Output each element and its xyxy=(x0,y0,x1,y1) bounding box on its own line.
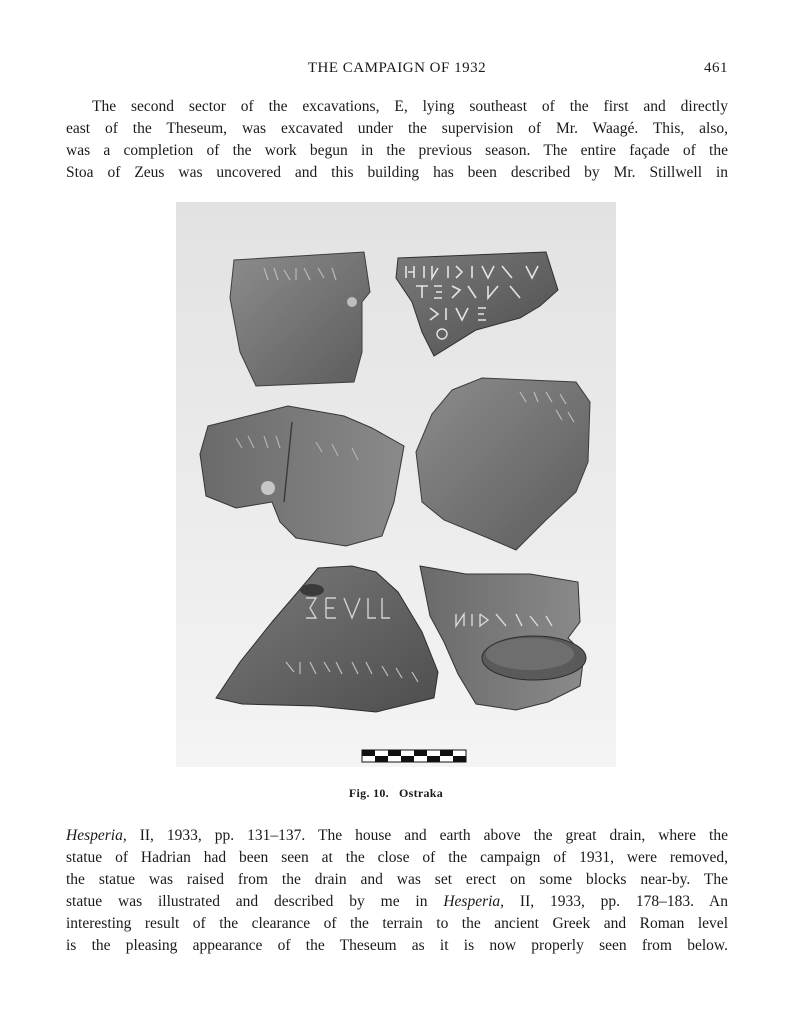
paragraph-2 xyxy=(66,825,728,957)
figure-title: Ostraka xyxy=(398,786,444,800)
journal-title: Hesperia, xyxy=(443,893,505,910)
figure-caption xyxy=(0,786,792,801)
paragraph-line: was a completion of the work begun in the previous season. The entire façade of the xyxy=(66,142,728,159)
page-number: 461 xyxy=(704,60,728,76)
paragraph-line: east of the Theseum, was excavated under the supervision of Mr. Waagé. This, also, xyxy=(66,120,728,137)
ostrakon-top-left xyxy=(230,252,370,386)
paragraph-line xyxy=(66,891,728,913)
paragraph-line: the statue was raised from the drain and was set erect on some blocks near-by. The xyxy=(66,871,728,888)
paragraph-line: The second sector of the excavations, E, lying southeast of the first and directly xyxy=(92,98,728,115)
paragraph-1 xyxy=(66,96,728,184)
running-title: THE CAMPAIGN OF 1932 xyxy=(307,60,487,76)
scale-bar xyxy=(362,750,466,762)
paragraph-line xyxy=(66,825,728,847)
paragraph-line: is the pleasing appearance of the Theseum as it is now properly seen from below. xyxy=(66,937,728,954)
ostraka-illustration xyxy=(176,202,616,767)
paragraph-text: II, 1933, pp. 178–183. An xyxy=(504,893,728,910)
running-header xyxy=(66,60,728,80)
paragraph-line: statue of Hadrian had been seen at the close of the campaign of 1931, were removed, xyxy=(66,849,728,866)
paragraph-text: II, 1933, pp. 131–137. The house and earth above the great drain, where the xyxy=(126,827,728,844)
ostraka-photograph xyxy=(176,202,616,767)
paragraph-line: interesting result of the clearance of the terrain to the ancient Greek and Roman level xyxy=(66,915,728,932)
journal-title: Hesperia, xyxy=(66,827,127,844)
figure-label: Fig. 10. xyxy=(348,786,389,800)
paragraph-text: statue was illustrated and described by me in xyxy=(66,893,444,910)
paragraph-line: Stoa of Zeus was uncovered and this building has been described by Mr. Stillwell in xyxy=(66,164,728,181)
